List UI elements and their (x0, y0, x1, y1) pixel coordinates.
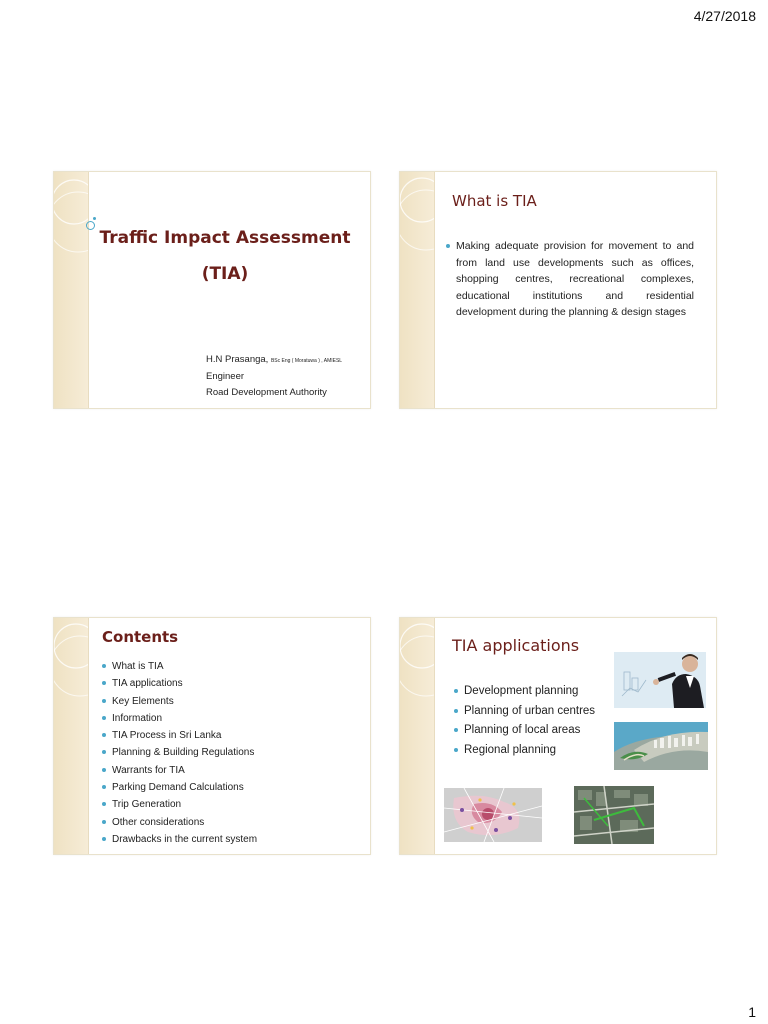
list-item: Key Elements (102, 693, 257, 710)
title-line-2: (TIA) (201, 264, 249, 284)
title-line-1: Traffic Impact Assessment (99, 228, 351, 248)
aerial-city-photo (614, 722, 708, 770)
author-qualifications: BSc Eng ( Moratuwa ) , AMIESL (270, 358, 343, 364)
slide-heading: What is TIA (452, 192, 537, 210)
list-item: Other considerations (102, 814, 257, 831)
author-block (206, 352, 342, 401)
slide-title (53, 171, 371, 409)
list-item: Making adequate provision for movement to and from land use developments such as offices, shopping centres, recreational complexes, educational institutions and residential development during the planning & design stages (446, 238, 694, 321)
list-item: TIA Process in Sri Lanka (102, 727, 257, 744)
slide-title-text (90, 220, 360, 292)
list-item: Parking Demand Calculations (102, 779, 257, 796)
list-item: What is TIA (102, 658, 257, 675)
decorative-strip (54, 618, 89, 854)
list-item: Drawbacks in the current system (102, 831, 257, 848)
slide-tia-applications (399, 617, 717, 855)
decorative-strip (400, 172, 435, 408)
date-header: 4/27/2018 (693, 8, 756, 24)
satellite-photo (574, 786, 654, 844)
land-use-map (444, 788, 542, 842)
businessman-photo (614, 652, 706, 708)
bullet-list (454, 682, 595, 760)
list-item: Trip Generation (102, 796, 257, 813)
author-name: H.N Prasanga, (206, 354, 269, 365)
page-number: 1 (748, 1004, 756, 1020)
list-item: Regional planning (454, 741, 595, 761)
list-item: Warrants for TIA (102, 762, 257, 779)
author-role: Engineer (206, 371, 245, 382)
slide-what-is-tia (399, 171, 717, 409)
list-item: Planning of urban centres (454, 702, 595, 722)
author-organization: Road Development Authority (206, 387, 327, 398)
bullet-list (446, 238, 694, 321)
slide-heading: TIA applications (452, 636, 580, 655)
decorative-strip (400, 618, 435, 854)
slide-contents (53, 617, 371, 855)
list-item: Information (102, 710, 257, 727)
list-item: Planning of local areas (454, 721, 595, 741)
decorative-strip (54, 172, 89, 408)
list-item: Development planning (454, 682, 595, 702)
list-item: TIA applications (102, 675, 257, 692)
slide-heading: Contents (102, 628, 179, 646)
contents-list (102, 658, 257, 848)
list-item: Planning & Building Regulations (102, 744, 257, 761)
